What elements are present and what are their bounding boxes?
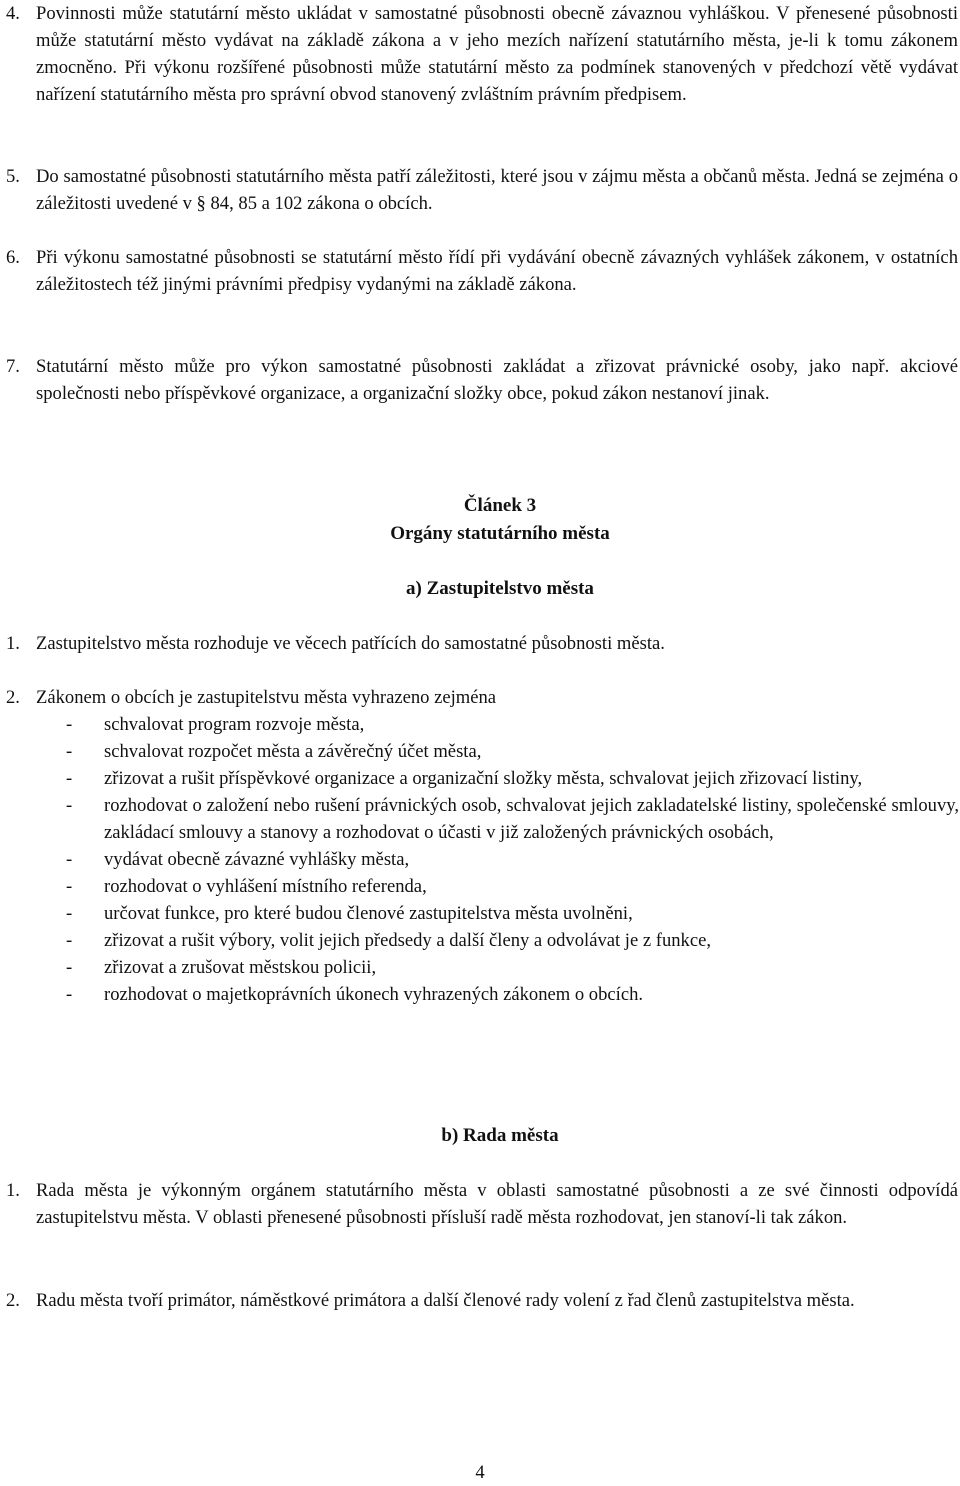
paragraph-text: Statutární město může pro výkon samostatné působnosti zakládat a zřizovat právnické osoby, jako např. akciové společnosti nebo příspěvkové organizace, a organizační složky obce, pokud zákon nestanoví jinak.: [36, 356, 958, 404]
list-dash: -: [66, 714, 73, 735]
list-dash: -: [66, 768, 73, 789]
list-item: [66, 711, 959, 738]
list-item: [66, 846, 959, 873]
paragraph-number: 7.: [6, 356, 20, 377]
paragraph-text: Do samostatné působnosti statutárního města patří záležitosti, které jsou v zájmu města a občanů města. Jedná se zejména o záležitosti uvedené v § 84, 85 a 102 zákona o obcích.: [36, 166, 958, 214]
list-dash: -: [66, 741, 73, 762]
paragraph-number: 2.: [6, 687, 20, 708]
paragraph-number: 1.: [6, 633, 20, 654]
paragraph-7: [6, 353, 958, 407]
paragraph-number: 4.: [6, 3, 20, 24]
list-item-text: schvalovat program rozvoje města,: [104, 714, 365, 735]
paragraph-4: [6, 0, 958, 108]
list-item: [66, 738, 959, 765]
list-item-text: určovat funkce, pro které budou členové zastupitelstva města uvolněni,: [104, 903, 633, 924]
paragraph-6: [6, 244, 958, 298]
paragraph-text: Zákonem o obcích je zastupitelstvu města vyhrazeno zejména: [36, 687, 497, 708]
list-item-text: rozhodovat o majetkoprávních úkonech vyhrazených zákonem o obcích.: [104, 984, 644, 1005]
council-paragraph-2: [6, 684, 958, 711]
list-dash: -: [66, 849, 73, 870]
paragraph-number: 6.: [6, 247, 20, 268]
list-item-text: vydávat obecně závazné vyhlášky města,: [104, 849, 410, 870]
list-item: [66, 765, 959, 792]
paragraph-text: Povinnosti může statutární město ukládat v samostatné působnosti obecně závaznou vyhláškou. V přenesené působnosti může statutární město vydávat na základě zákona a v jeho mezích nařízení statutárního města, je-li k tomu zákonem zmocněno. Při výkonu rozšířené působnosti může statutární město za podmínek stanovených v předchozí větě vydávat nařízení statutárního města pro správní obvod stanovený zvláštním právním předpisem.: [36, 3, 958, 105]
list-dash: -: [66, 930, 73, 951]
list-item-text: zřizovat a rušit výbory, volit jejich předsedy a další členy a odvolávat je z funkce,: [104, 930, 712, 951]
list-item: [66, 954, 959, 981]
list-item-text: zřizovat a rušit příspěvkové organizace a organizační složky města, schvalovat jejich zřizovací listiny,: [104, 768, 863, 789]
list-dash: -: [66, 903, 73, 924]
paragraph-text: Zastupitelstvo města rozhoduje ve věcech patřících do samostatné působnosti města.: [36, 633, 665, 654]
page-number: 4: [475, 1462, 485, 1483]
section-heading-council: a) Zastupitelstvo města: [406, 578, 594, 599]
paragraph-text: Při výkonu samostatné působnosti se statutární město řídí při vydávání obecně závazných vyhlášek zákonem, v ostatních záležitostech též jinými právními předpisy vydanými na základě zákona.: [36, 247, 958, 295]
paragraph-number: 5.: [6, 166, 20, 187]
article-title: Orgány statutárního města: [390, 523, 610, 544]
list-item-text: rozhodovat o vyhlášení místního referenda,: [104, 876, 427, 897]
list-dash: -: [66, 876, 73, 897]
article-number: Článek 3: [463, 495, 537, 516]
list-item-text: zřizovat a zrušovat městskou policii,: [104, 957, 377, 978]
list-item-text: schvalovat rozpočet města a závěrečný účet města,: [104, 741, 482, 762]
paragraph-number: 2.: [6, 1290, 20, 1311]
section-heading-board: b) Rada města: [441, 1125, 559, 1146]
board-paragraph-1: [6, 1177, 958, 1231]
list-item: [66, 873, 959, 900]
list-item: [66, 900, 959, 927]
list-item: [66, 927, 959, 954]
paragraph-5: [6, 163, 958, 217]
paragraph-text: Radu města tvoří primátor, náměstkové primátora a další členové rady volení z řad členů zastupitelstva města.: [36, 1290, 855, 1311]
council-paragraph-1: [6, 630, 958, 657]
list-dash: -: [66, 795, 73, 816]
list-item-text: rozhodovat o založení nebo rušení právnických osob, schvalovat jejich zakladatelské listiny, společenské smlouvy, zakládací smlouvy a stanovy a rozhodovat o účasti v již založených právnických osobách,: [104, 795, 959, 843]
council-powers-list: [66, 711, 959, 1008]
paragraph-text: Rada města je výkonným orgánem statutárního města v oblasti samostatné působnosti a ze své činnosti odpovídá zastupitelstvu města. V oblasti přenesené působnosti přísluší radě města rozhodovat, jen stanoví-li tak zákon.: [36, 1180, 958, 1228]
list-dash: -: [66, 957, 73, 978]
list-item: [66, 981, 959, 1008]
board-paragraph-2: [6, 1287, 958, 1314]
list-item: [66, 792, 959, 846]
paragraph-number: 1.: [6, 1180, 20, 1201]
list-dash: -: [66, 984, 73, 1005]
